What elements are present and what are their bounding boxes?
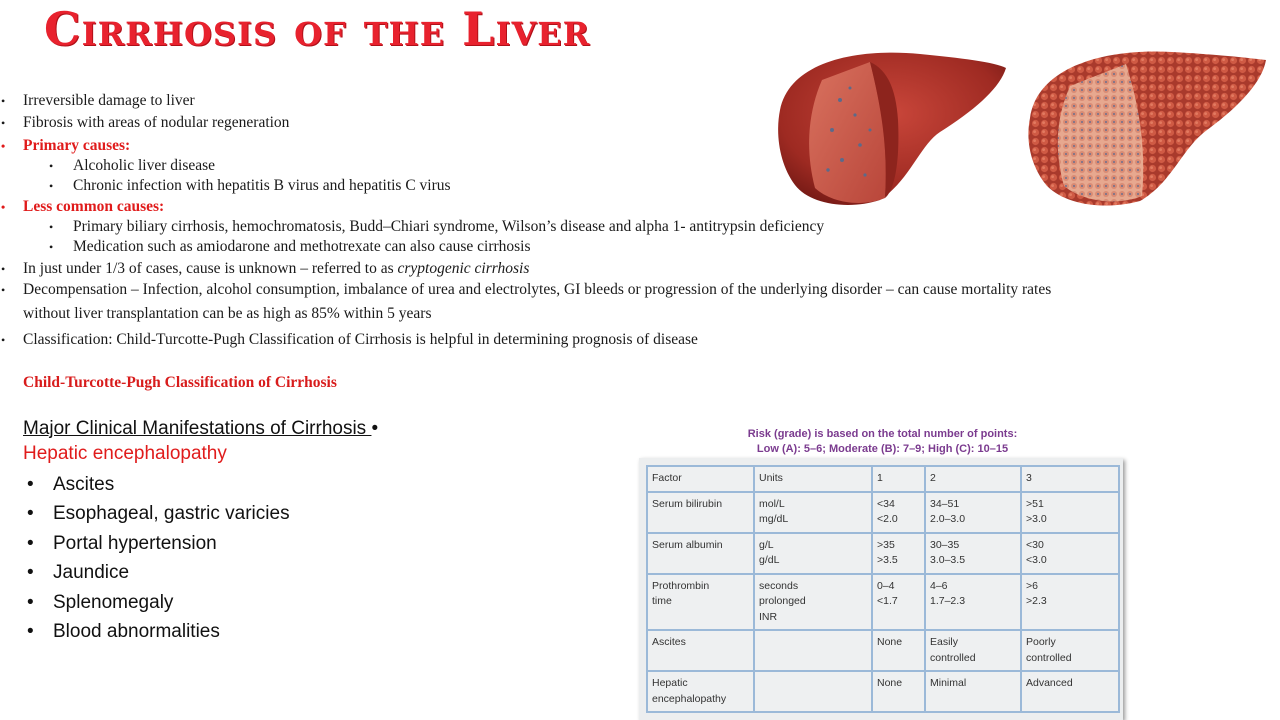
table-cell: g/L g/dL: [754, 533, 872, 574]
table-cell: Ascites: [647, 630, 754, 671]
table-row: [647, 630, 1119, 671]
manifestation-first-item: Hepatic encephalopathy: [23, 443, 227, 464]
less-common-causes-heading: • Less common causes:: [1, 198, 165, 215]
bullet-dot-icon: •: [49, 240, 54, 254]
table-cell: Serum albumin: [647, 533, 754, 574]
table-cell: seconds prolonged INR: [754, 574, 872, 631]
table-cell: [754, 671, 872, 712]
table-cell: 30–35 3.0–3.5: [925, 533, 1021, 574]
manifestation-list: [23, 470, 378, 646]
table-cell: [754, 630, 872, 671]
table-cell: Poorly controlled: [1021, 630, 1119, 671]
table-cell: Advanced: [1021, 671, 1119, 712]
bullet-dot-icon: •: [1, 116, 6, 130]
list-item: • Splenomegaly: [23, 588, 378, 617]
table-cell: >35 >3.5: [872, 533, 925, 574]
ctp-table-image: [639, 458, 1123, 720]
bullet-dot-icon: •: [49, 159, 54, 173]
page-title: Cirrhosis of the Liver: [44, 2, 591, 56]
table-row: [647, 671, 1119, 712]
bullet-item: [0, 113, 1275, 133]
table-header-cell: 1: [872, 466, 925, 492]
bullet-dot-icon: •: [1, 283, 6, 297]
table-cell: None: [872, 671, 925, 712]
table-cell: Prothrombin time: [647, 574, 754, 631]
bullet-text: Decompensation – Infection, alcohol consumption, imbalance of urea and electrolytes, GI bleeds or progression of the underlying disorder – can cause mortality rates: [23, 281, 1052, 298]
table-header-row: [647, 466, 1119, 492]
bullet-item: [0, 330, 1275, 350]
bullet-dot-icon: •: [27, 621, 34, 643]
bullet-dot-icon: •: [1, 333, 6, 347]
primary-causes-heading: • Primary causes:: [1, 137, 131, 154]
ctp-table: [646, 465, 1120, 713]
cryptogenic-term: cryptogenic cirrhosis: [397, 260, 530, 277]
risk-note-line: Low (A): 5–6; Moderate (B): 7–9; High (C): 10–15: [756, 442, 1009, 455]
risk-note: [690, 427, 1075, 456]
table-cell: mol/L mg/dL: [754, 492, 872, 533]
bullet-text: Chronic infection with hepatitis B virus and hepatitis C virus: [73, 177, 451, 194]
list-item: • Jaundice: [23, 558, 378, 587]
bullet-dot-icon: •: [27, 474, 34, 495]
table-cell: None: [872, 630, 925, 671]
table-cell: Serum bilirubin: [647, 492, 754, 533]
table-cell: >6 >2.3: [1021, 574, 1119, 631]
bullet-dot-icon: •: [27, 532, 34, 554]
table-cell: Hepatic encephalopathy: [647, 671, 754, 712]
table-header-cell: Factor: [647, 466, 754, 492]
list-item: • Portal hypertension: [23, 529, 378, 558]
bullet-continuation: without liver transplantation can be as high as 85% within 5 years: [23, 305, 432, 322]
bullet-item: [0, 176, 1275, 196]
bullet-dot-icon: •: [49, 179, 54, 193]
bullet-dot-icon: •: [371, 418, 379, 439]
bullet-text: Medication such as amiodarone and methotrexate can also cause cirrhosis: [73, 238, 531, 255]
table-header-cell: Units: [754, 466, 872, 492]
table-cell: Easily controlled: [925, 630, 1021, 671]
bullet-item: [0, 280, 1275, 300]
table-row: [647, 533, 1119, 574]
bullet-item: [0, 237, 1275, 257]
bullet-dot-icon: •: [1, 200, 6, 214]
bullet-text: Fibrosis with areas of nodular regeneration: [23, 114, 290, 131]
bullet-dot-icon: •: [27, 591, 34, 613]
table-cell: 0–4 <1.7: [872, 574, 925, 631]
table-header-cell: 2: [925, 466, 1021, 492]
bullet-item: [0, 217, 1275, 237]
list-item: • Blood abnormalities: [23, 617, 378, 646]
risk-note-line: Risk (grade) is based on the total number of points:: [747, 428, 1018, 440]
bullet-text: Primary biliary cirrhosis, hemochromatosis, Budd–Chiari syndrome, Wilson’s disease and alpha 1- antitrypsin deficiency: [73, 218, 825, 235]
table-cell: 34–51 2.0–3.0: [925, 492, 1021, 533]
bullet-item: • In just under 1/3 of cases, cause is unknown – referred to as cryptogenic cirrhosis: [1, 260, 530, 277]
bullet-dot-icon: •: [1, 139, 6, 153]
bullet-dot-icon: •: [27, 562, 34, 584]
bullet-item: [0, 91, 1275, 111]
bullet-text: Alcoholic liver disease: [73, 157, 216, 174]
bullet-item: [0, 156, 1275, 176]
table-cell: >51 >3.0: [1021, 492, 1119, 533]
table-row: [647, 492, 1119, 533]
list-item: • Ascites: [23, 470, 378, 499]
list-item: • Esophageal, gastric varicies: [23, 499, 378, 528]
table-cell: Minimal: [925, 671, 1021, 712]
bullet-dot-icon: •: [1, 262, 6, 276]
bullet-text: Irreversible damage to liver: [23, 92, 195, 109]
table-cell: 4–6 1.7–2.3: [925, 574, 1021, 631]
bullet-dot-icon: •: [27, 503, 34, 525]
manifestations-section: [23, 416, 378, 646]
bullet-dot-icon: •: [1, 94, 6, 108]
table-header-cell: 3: [1021, 466, 1119, 492]
bullet-text: Classification: Child-Turcotte-Pugh Classification of Cirrhosis is helpful in determining prognosis of disease: [23, 331, 698, 348]
manifestations-heading: Major Clinical Manifestations of Cirrhosis •: [23, 418, 379, 439]
ctp-heading: Child-Turcotte-Pugh Classification of Cirrhosis: [23, 374, 337, 391]
table-cell: <34 <2.0: [872, 492, 925, 533]
bullet-list: [0, 91, 1275, 350]
table-cell: <30 <3.0: [1021, 533, 1119, 574]
table-row: [647, 574, 1119, 631]
bullet-dot-icon: •: [49, 220, 54, 234]
